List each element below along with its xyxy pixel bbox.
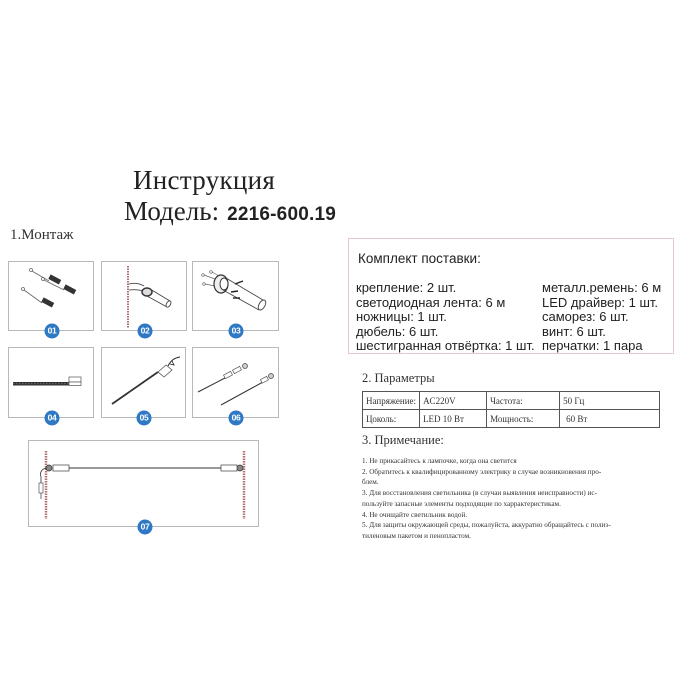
step-07-illustration [28, 440, 259, 532]
param-value: 60 Вт [560, 410, 660, 428]
param-label: Цоколь: [363, 410, 420, 428]
tube-fixing-screws-icon [193, 262, 280, 332]
anchor-screws-icon [9, 262, 95, 332]
note-line: блем. [362, 478, 379, 487]
montage-heading: 1.Монтаж [10, 227, 74, 243]
note-line: 1. Не прикасайтесь к лампочке, когда она светится [362, 457, 517, 465]
params-table [362, 391, 660, 428]
kit-contents-box [348, 238, 674, 354]
step-05-illustration [101, 347, 186, 423]
kit-list-left [356, 281, 535, 354]
cable-connectors-icon [193, 348, 280, 419]
table-row [363, 392, 660, 410]
param-value: LED 10 Вт [420, 410, 487, 428]
notes-heading: 3. Примечание: [362, 433, 444, 447]
note-line: 5. Для защиты окружающей среды, пожалуйста, аккуратно обращайтесь с полиэ- [362, 521, 611, 530]
params-heading: 2. Параметры [362, 371, 435, 385]
step-badge: 03 [229, 324, 244, 339]
note-line: 2. Обратитесь к квалифицированному электрику в случае возникновения про- [362, 467, 602, 476]
step-01-illustration [8, 261, 94, 336]
param-label: Напряжение: [363, 392, 420, 410]
step-06-illustration [192, 347, 279, 423]
model-code: 2216-600.19 [227, 204, 336, 225]
kit-item: дюбель: 6 шт. [356, 323, 439, 339]
kit-item: металл.ремень: 6 м [542, 280, 662, 295]
kit-item: крепление: 2 шт. [356, 280, 457, 295]
param-value: 50 Гц [560, 392, 660, 410]
step-badge: 02 [138, 324, 153, 339]
kit-item: перчатки: 1 пара [542, 338, 643, 354]
note-line: пользуйте запасные элементы подходящие по харрактеристикам. [362, 499, 561, 508]
step-badge: 01 [45, 324, 60, 339]
step-badge: 05 [137, 411, 152, 426]
model-label: Модель: [124, 196, 220, 226]
table-row [363, 410, 660, 428]
step-badge: 04 [45, 411, 60, 426]
kit-item: шестигранная отвёртка: 1 шт. [356, 338, 535, 354]
notes-list [362, 456, 682, 542]
kit-item: саморез: 6 шт. [542, 309, 629, 325]
step-02-illustration [101, 261, 187, 336]
led-strip-icon [9, 348, 95, 419]
param-label: Частота: [487, 392, 560, 410]
assembled-fixture-icon [29, 441, 260, 528]
wall-mount-tube-icon [102, 262, 188, 332]
note-line: 3. Для восстановления светильника (в случаи выявления неисправности) ис- [362, 489, 597, 498]
document-title: Инструкция [133, 165, 276, 195]
kit-item: LED драйвер: 1 шт. [542, 294, 659, 310]
kit-title: Комплект поставки: [358, 251, 481, 266]
kit-item: светодиодная лента: 6 м [356, 294, 506, 310]
step-badge: 07 [138, 520, 153, 535]
param-label: Мощность: [487, 410, 560, 428]
kit-item: винт: 6 шт. [542, 323, 606, 339]
strip-into-tube-icon [102, 348, 187, 419]
step-03-illustration [192, 261, 279, 336]
note-line: 4. Не очищайте светильник водой. [362, 510, 468, 519]
kit-list-right [542, 281, 661, 354]
param-value: AC220V [420, 392, 487, 410]
model-line [124, 196, 336, 227]
step-04-illustration [8, 347, 94, 423]
kit-item: ножницы: 1 шт. [356, 309, 447, 325]
note-line: тиленовым пакетом и пенопластом. [362, 531, 471, 540]
step-badge: 06 [229, 411, 244, 426]
